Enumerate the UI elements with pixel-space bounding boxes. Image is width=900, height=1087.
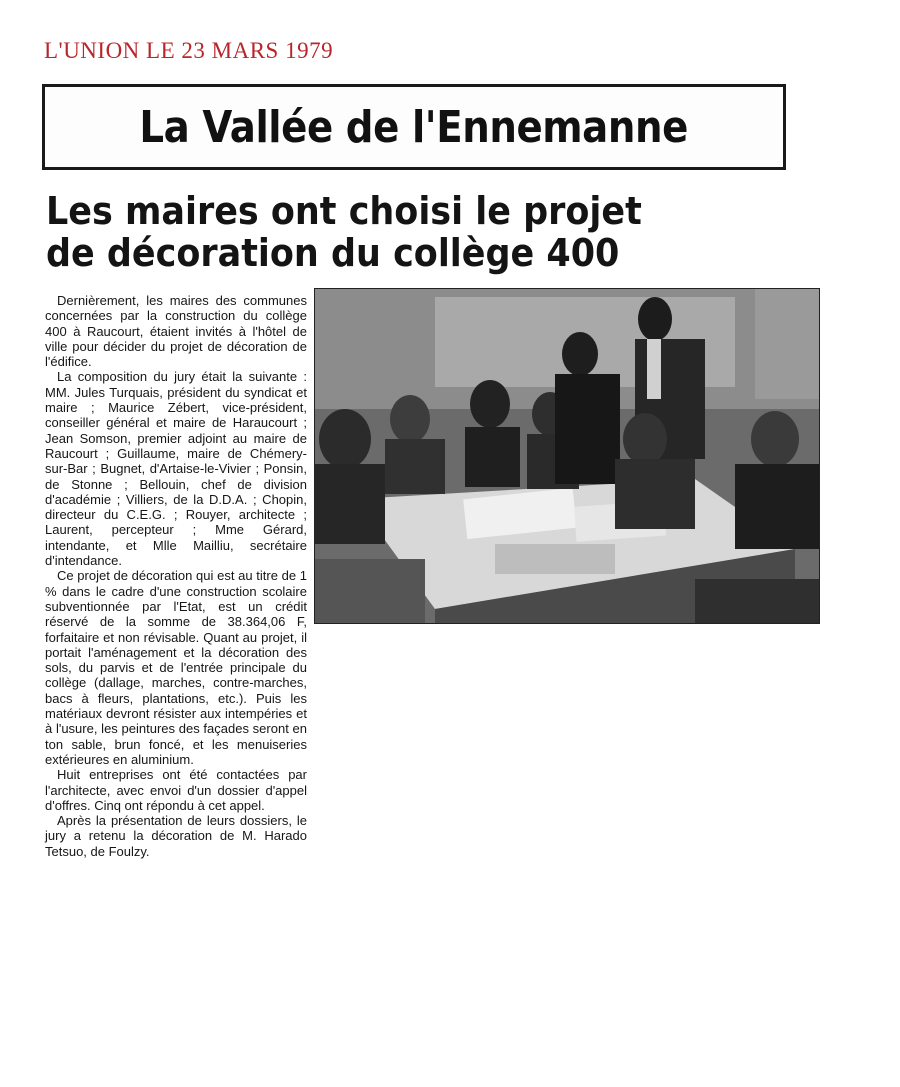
article-paragraph: Ce projet de décoration qui est au titre de 1 % dans le cadre d'une construction scolaire subventionnée par l'Etat, est un crédit réservé de la somme de 38.364,06 F, forfaitaire et non révisable. Quant au projet, il portait l'aménagement et la décoration des sols, du parvis et de l'entrée principale du collège (dallage, marches, contre-marches, bacs à fleurs, plantations, etc.). Puis les matériaux devront résister aux intempéries et à l'usure, les peintures des façades seront en ton sable, brun foncé, et les menuiseries extérieures en aluminium. [45, 568, 307, 767]
article-body [45, 293, 307, 859]
source-line: L'UNION LE 23 MARS 1979 [44, 38, 334, 63]
headline-line-2: de décoration du collège 400 [46, 231, 620, 275]
masthead-box [42, 84, 786, 170]
meeting-photo-illustration [315, 289, 819, 623]
masthead-title: La Vallée de l'Ennemanne [139, 101, 689, 153]
meeting-photo [314, 288, 820, 624]
article-paragraph: La composition du jury était la suivante : MM. Jules Turquais, président du syndicat et maire ; Maurice Zébert, vice-président, conseiller général et maire de Haraucourt ; Jean Somson, premier adjoint au maire de Raucourt ; Guillaume, maire de Chémery-sur-Bar ; Bugnet, d'Artaise-le-Vivier ; Ponsin, de Stonne ; Bellouin, chef de division d'académie ; Villiers, de la D.D.A. ; Chopin, directeur du C.E.G. ; Rouyer, architecte ; Laurent, percepteur ; Mme Gérard, intendante, et Mlle Mailliu, secrétaire d'intendance. [45, 369, 307, 569]
article-paragraph: Dernièrement, les maires des communes concernées par la construction du collège 400 à Raucourt, étaient invités à l'hôtel de ville pour décider du projet de décoration de l'édifice. [45, 293, 307, 370]
headline [46, 190, 672, 274]
article-paragraph: Après la présentation de leurs dossiers, le jury a retenu la décoration de M. Harado Tetsuo, de Foulzy. [45, 813, 307, 859]
headline-line-1: Les maires ont choisi le projet [46, 189, 642, 233]
article-paragraph: Huit entreprises ont été contactées par l'architecte, avec envoi d'un dossier d'appel d'offres. Cinq ont répondu à cet appel. [45, 767, 307, 813]
